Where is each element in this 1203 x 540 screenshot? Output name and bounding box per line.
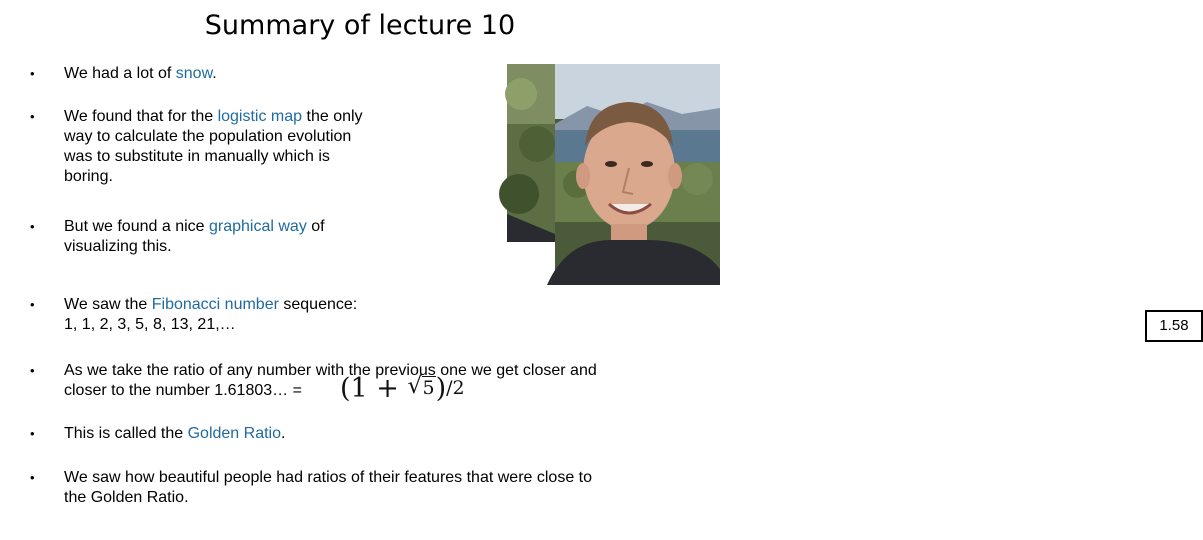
bullet-dot: • <box>30 219 35 234</box>
highlight-term: graphical way <box>208 218 307 235</box>
portrait-photo <box>507 64 1189 334</box>
highlight-term: snow <box>175 65 213 82</box>
bullet-text: This is called the Golden Ratio. <box>64 425 286 442</box>
bullet-dot: • <box>30 426 35 441</box>
bullet-text: As we take the ratio of any number with the previous one we get closer and closer to the number 1.61803… = <box>64 362 597 399</box>
formula-close: ) <box>435 373 447 404</box>
highlight-term: Golden Ratio <box>187 425 281 442</box>
bullet-dot: • <box>30 66 35 81</box>
formula-open: (1 + <box>340 373 408 404</box>
bullet-text: But we found a nice graphical way of visualizing this. <box>64 218 325 255</box>
formula-radicand: 5 <box>422 377 435 399</box>
golden-ratio-formula <box>340 373 465 405</box>
bullet-text: We saw how beautiful people had ratios of their features that were close to the Golden Ratio. <box>64 469 593 506</box>
portrait-image <box>507 64 720 285</box>
bullet-text: We had a lot of snow. <box>64 65 217 82</box>
square-root <box>407 373 436 399</box>
formula-divisor: /2 <box>446 377 465 399</box>
bullet-text: We saw the Fibonacci number sequence: 1, 1, 2, 3, 5, 8, 13, 21,… <box>64 296 358 333</box>
bullet-dot: • <box>30 363 35 378</box>
ratio-label: 1.58 <box>1145 310 1203 342</box>
highlight-term: logistic map <box>217 108 303 125</box>
radical-sign-icon: √ <box>407 373 423 399</box>
page-title: Summary of lecture 10 <box>204 10 516 41</box>
highlight-term: Fibonacci number <box>151 296 279 313</box>
bullet-dot: • <box>30 470 35 485</box>
bullet-dot: • <box>30 109 35 124</box>
bullet-text: We found that for the logistic map the only way to calculate the population evolution was to substitute in manually which is boring. <box>64 108 363 185</box>
bullet-dot: • <box>30 297 35 312</box>
